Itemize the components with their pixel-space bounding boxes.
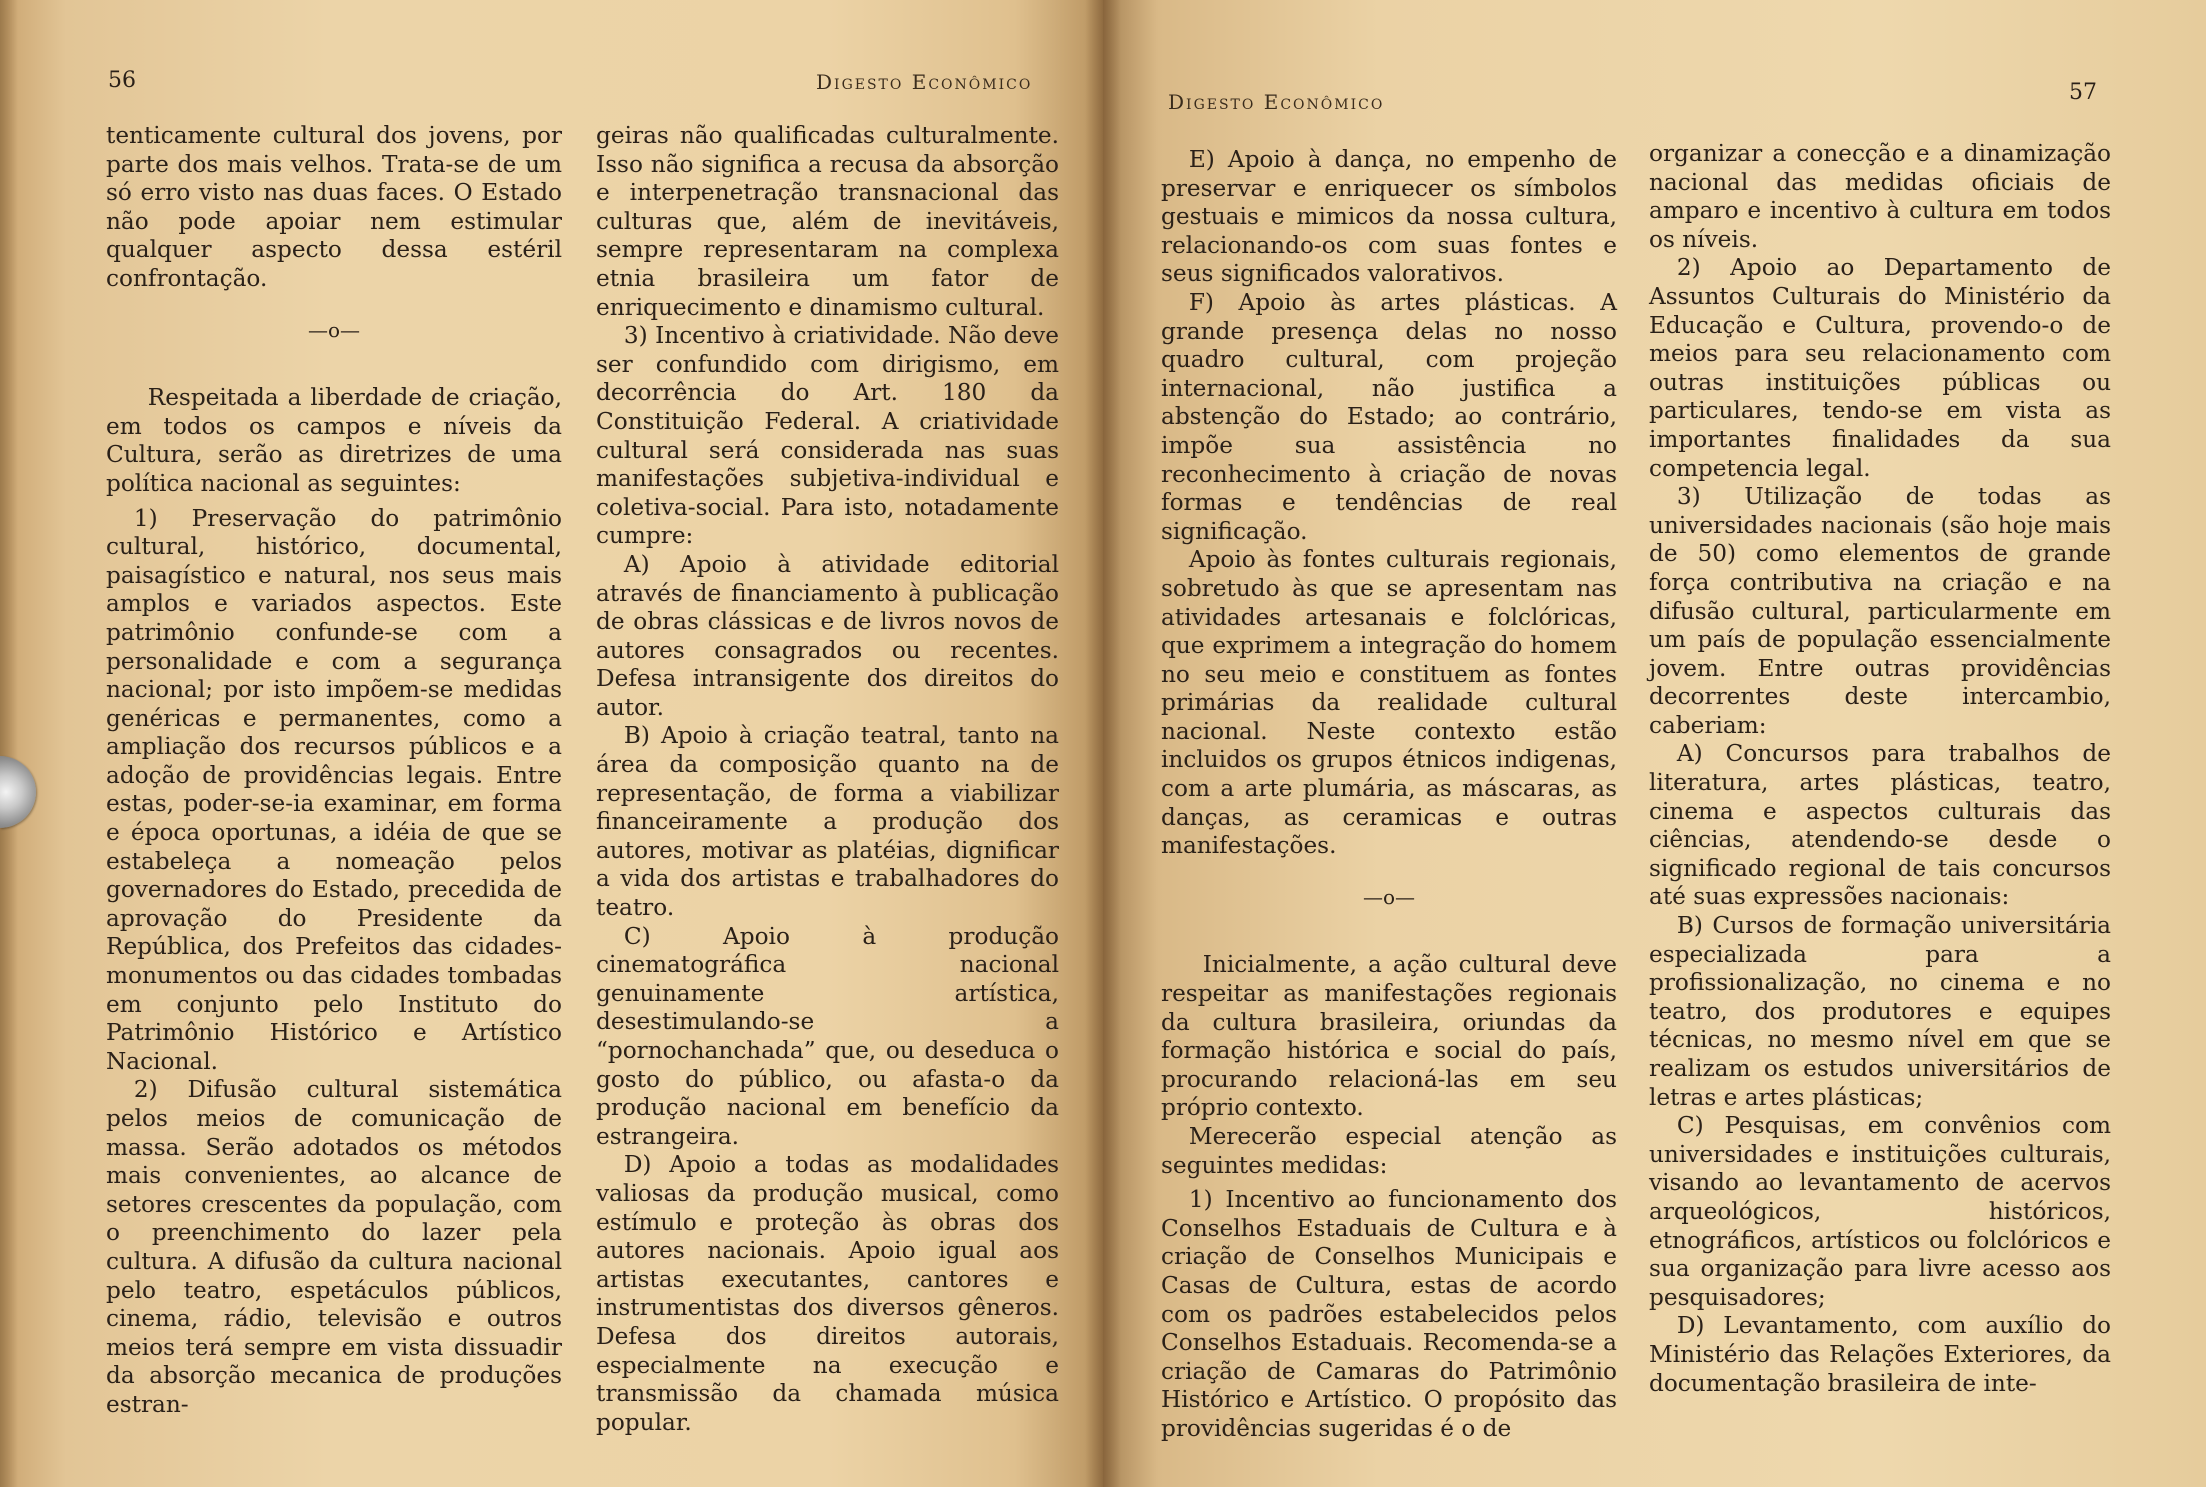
book-gutter [1085,0,1121,1487]
paragraph: F) Apoio às artes plásticas. A grande presença delas no nosso quadro cultural, com projeção internacional, não justifica a abstenção do Estado; ao contrário, impõe sua assistência no reconhecimento à criação de novas formas e tendências de real significação. [1161,288,1617,545]
running-head-left: Digesto Econômico [816,70,1033,94]
paragraph: Apoio às fontes culturais regionais, sobretudo às que se apresentam nas atividades artesanais e folclóricas, que exprimem a integração do homem no seu meio e constituem as fontes primárias da realidade cultural nacional. Neste contexto estão incluidos os grupos étnicos indigenas, com a arte plumária, as máscaras, as danças, as ceramicas e outras manifestações. [1161,546,1617,860]
section-separator: —o— [307,317,361,342]
paragraph: A) Concursos para trabalhos de literatura, artes plásticas, teatro, cinema e aspectos culturais das ciências, atendendo-se desde o significado regional de tais concursos até suas expressões nacionais: [1649,740,2111,911]
binder-clip [0,756,36,828]
paragraph: tenticamente cultural dos jovens, por parte dos mais velhos. Trata-se de um só erro visto nas duas faces. O Estado não pode apoiar nem estimular qualquer aspecto dessa estéril confrontação. [106,122,562,292]
paragraph: Inicialmente, a ação cultural deve respeitar as manifestações regionais da cultura brasileira, oriundas da formação histórica e social do país, procurando relacioná-las em seu próprio contexto. [1161,951,1617,1122]
page-edge-shadow [0,0,18,1487]
paragraph: 3) Utilização de todas as universidades nacionais (são hoje mais de 50) como elementos de grande força contributiva na criação e na difusão cultural, particularmente em um país de população essencialmente jovem. Entre outras providências decorrentes deste intercambio, caberiam: [1649,483,2111,739]
paragraph: 1) Incentivo ao funcionamento dos Conselhos Estaduais de Cultura e à criação de Conselhos Municipais e Casas de Cultura, estas de acordo com os padrões estabelecidos pelos Conselhos Estaduais. Recomenda-se a criação de Camaras do Patrimônio Histórico e Artístico. O propósito das providências sugeridas é o de [1161,1186,1617,1442]
paragraph: Merecerão especial atenção as seguintes medidas: [1161,1123,1617,1179]
right-column-1 [1161,146,1617,1444]
paragraph: D) Apoio a todas as modalidades valiosas da produção musical, como estímulo e proteção às obras dos autores nacionais. Apoio igual aos artistas executantes, cantores e instrumentistas dos diversos gêneros. Defesa dos direitos autorais, especialmente na execução e transmissão da chamada música popular. [596,1151,1059,1436]
paragraph: 3) Incentivo à criatividade. Não deve ser confundido com dirigismo, em decorrência do Art. 180 da Constituição Federal. A criatividade cultural será considerada nas suas manifestações subjetiva-individual e coletiva-social. Para isto, notadamente cumpre: [596,322,1059,550]
left-column-2 [596,122,1059,1437]
page-number-left: 56 [108,68,136,93]
right-page [1103,0,2206,1487]
page-number-right: 57 [2069,80,2097,105]
paragraph: C) Apoio à produção cinematográfica nacional genuinamente artística, desestimulando-se a “pornochanchada” que, ou deseduca o gosto do público, ou afasta-o da produção nacional em benefício da estrangeira. [596,922,1059,1150]
paragraph: B) Apoio à criação teatral, tanto na área da composição quanto na de representação, de forma a viabilizar financeiramente a produção dos autores, motivar as platéias, dignificar a vida dos artistas e trabalhadores do teatro. [596,722,1059,922]
right-column-2 [1649,140,2111,1398]
paragraph: 2) Difusão cultural sistemática pelos meios de comunicação de massa. Serão adotados os métodos mais convenientes, ao alcance de setores crescentes da população, com o preenchimento do lazer pela cultura. A difusão da cultura nacional pelo teatro, espetáculos públicos, cinema, rádio, televisão e outros meios terá sempre em vista dissuadir da absorção mecanica de produções estran- [106,1076,562,1418]
paragraph: C) Pesquisas, em convênios com universidades e instituições culturais, visando ao levantamento de acervos arqueológicos, históricos, etnográficos, artísticos ou folclóricos e sua organização para livre acesso aos pesquisadores; [1649,1112,2111,1311]
paragraph: geiras não qualificadas culturalmente. Isso não significa a recusa da absorção e interpenetração transnacional das culturas que, além de inevitáveis, sempre representaram na complexa etnia brasileira um fator de enriquecimento e dinamismo cultural. [596,122,1059,321]
paragraph: organizar a conecção e a dinamização nacional das medidas oficiais de amparo e incentivo à cultura em todos os níveis. [1649,140,2111,253]
paragraph: D) Levantamento, com auxílio do Ministério das Relações Exteriores, da documentação brasileira de inte- [1649,1312,2111,1397]
paragraph: B) Cursos de formação universitária especializada para a profissionalização, no cinema e no teatro, dos produtores e equipes técnicas, no mesmo nível em que se realizam os estudos universitários de letras e artes plásticas; [1649,912,2111,1111]
paragraph: 2) Apoio ao Departamento de Assuntos Culturais do Ministério da Educação e Cultura, provendo-o de meios para seu relacionamento com outras instituições públicas ou particulares, tendo-se em vista as importantes finalidades da sua competencia legal. [1649,254,2111,482]
paragraph: 1) Preservação do patrimônio cultural, histórico, documental, paisagístico e natural, nos seus mais amplos e variados aspectos. Este patrimônio confunde-se com a personalidade e com a segurança nacional; por isto impõem-se medidas genéricas e permanentes, como a ampliação dos recursos públicos e a adoção de providências legais. Entre estas, poder-se-ia examinar, em forma e época oportunas, a idéia de que se estabeleça a nomeação pelos governadores do Estado, precedida de aprovação do Presidente da República, dos Prefeitos das cidades-monumentos ou das cidades tombadas em conjunto pelo Instituto do Patrimônio Histórico e Artístico Nacional. [106,504,562,1075]
left-column-1 [106,122,562,1420]
paragraph: A) Apoio à atividade editorial através de financiamento à publicação de obras clássicas e de livros novos de autores consagrados ou recentes. Defesa intransigente dos direitos do autor. [596,550,1059,721]
running-head-right: Digesto Econômico [1168,90,1385,114]
section-separator: —o— [1362,884,1416,909]
paragraph: Respeitada a liberdade de criação, em todos os campos e níveis da Cultura, serão as diretrizes de uma política nacional as seguintes: [106,384,562,497]
paragraph: E) Apoio à dança, no empenho de preservar e enriquecer os símbolos gestuais e mimicos da nossa cultura, relacionando-os com suas fontes e seus significados valorativos. [1161,146,1617,288]
